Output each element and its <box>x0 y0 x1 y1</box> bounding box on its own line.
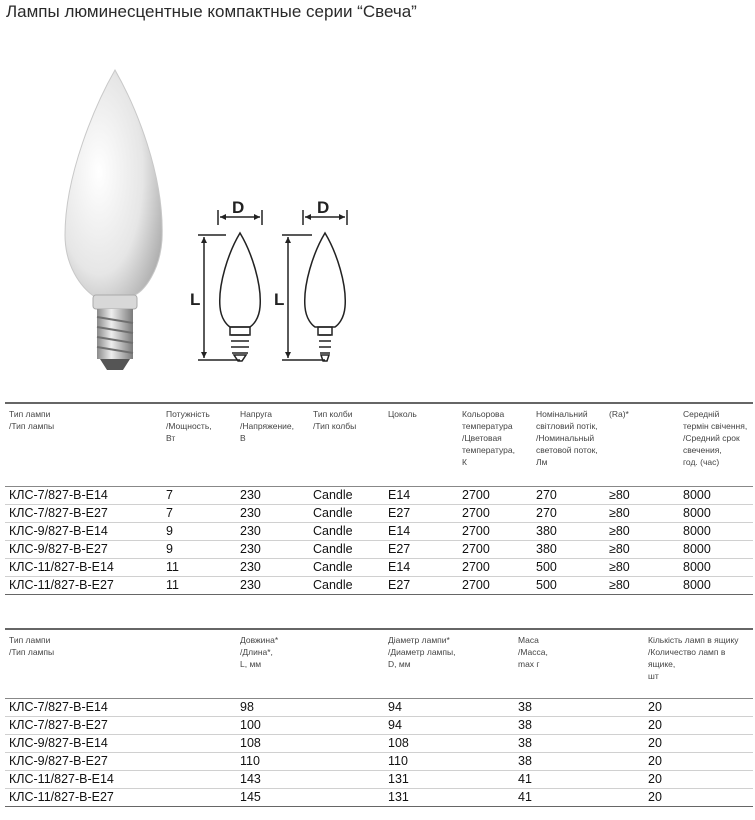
header-text: /Диаметр лампы, <box>388 647 456 657</box>
header-text: /Тип лампы <box>9 647 55 657</box>
table-cell: E27 <box>384 577 458 595</box>
table-cell: КЛС-11/827-В-Е27 <box>5 789 236 807</box>
header-text: max г <box>518 659 540 669</box>
header-text: світловий потік, <box>536 421 598 431</box>
table-cell: КЛС-9/827-В-Е14 <box>5 523 162 541</box>
column-header <box>514 629 644 699</box>
table-cell: 20 <box>644 699 753 717</box>
table-cell: 94 <box>384 699 514 717</box>
table-cell: E27 <box>384 541 458 559</box>
table-cell: КЛС-7/827-В-Е27 <box>5 505 162 523</box>
header-text: год. (час) <box>683 457 720 467</box>
column-header <box>458 403 532 487</box>
header-text: /Тип колбы <box>313 421 357 431</box>
table-cell: 20 <box>644 735 753 753</box>
table-header-row <box>5 403 753 487</box>
table-cell: 38 <box>514 735 644 753</box>
table-cell: 41 <box>514 771 644 789</box>
header-text: /Количество ламп в ящике, <box>648 647 726 669</box>
table-cell: КЛС-7/827-В-Е14 <box>5 699 236 717</box>
table-cell: 8000 <box>679 523 753 541</box>
header-text: температура <box>462 421 513 431</box>
table-row <box>5 699 753 717</box>
header-text: /Цветовая <box>462 433 502 443</box>
header-text: Маса <box>518 635 539 645</box>
table-cell: 8000 <box>679 541 753 559</box>
table-row <box>5 789 753 807</box>
specs-table <box>5 402 753 595</box>
table-cell: 230 <box>236 541 309 559</box>
header-text: /Тип лампы <box>9 421 55 431</box>
table-cell: 2700 <box>458 577 532 595</box>
table-cell: ≥80 <box>605 541 679 559</box>
header-text: (Ra)* <box>609 409 629 419</box>
header-text: /Мощность, <box>166 421 212 431</box>
table-cell: 230 <box>236 523 309 541</box>
table-cell: 20 <box>644 789 753 807</box>
table-cell: КЛС-11/827-В-Е27 <box>5 577 162 595</box>
column-header <box>5 629 236 699</box>
column-header <box>5 403 162 487</box>
table-cell: 8000 <box>679 487 753 505</box>
table-cell: Candle <box>309 505 384 523</box>
d-label: D <box>317 198 330 217</box>
table-cell: Candle <box>309 541 384 559</box>
table-cell: 8000 <box>679 505 753 523</box>
column-header <box>384 629 514 699</box>
table-row <box>5 753 753 771</box>
table-cell: КЛС-9/827-В-Е27 <box>5 541 162 559</box>
table-cell: Candle <box>309 487 384 505</box>
table-cell: КЛС-11/827-В-Е14 <box>5 771 236 789</box>
column-header <box>679 403 753 487</box>
table-row <box>5 523 753 541</box>
table-cell: КЛС-11/827-В-Е14 <box>5 559 162 577</box>
column-header <box>605 403 679 487</box>
header-text: В <box>240 433 246 443</box>
l-label: L <box>274 290 285 309</box>
header-text: К <box>462 457 467 467</box>
table-row <box>5 559 753 577</box>
table-cell: 9 <box>162 523 236 541</box>
table-cell: E14 <box>384 559 458 577</box>
header-text: Кольорова <box>462 409 505 419</box>
table-cell: 11 <box>162 559 236 577</box>
table-cell: 230 <box>236 487 309 505</box>
column-header <box>384 403 458 487</box>
table-cell: 110 <box>384 753 514 771</box>
table-cell: 145 <box>236 789 384 807</box>
header-text: Довжина* <box>240 635 279 645</box>
header-text: Лм <box>536 457 548 467</box>
header-text: Діаметр лампи* <box>388 635 450 645</box>
table-cell: 94 <box>384 717 514 735</box>
header-text: Тип лампи <box>9 409 51 419</box>
table-cell: 2700 <box>458 523 532 541</box>
table-cell: 7 <box>162 505 236 523</box>
header-text: /Напряжение, <box>240 421 295 431</box>
table-cell: 100 <box>236 717 384 735</box>
candle-lamp-photo <box>40 65 190 375</box>
header-text: Номінальний <box>536 409 588 419</box>
column-header <box>309 403 384 487</box>
header-text: Цоколь <box>388 409 417 419</box>
table-cell: Candle <box>309 577 384 595</box>
column-header <box>236 403 309 487</box>
header-text: /Номинальный <box>536 433 595 443</box>
header-text: свечения, <box>683 445 722 455</box>
table-cell: 8000 <box>679 559 753 577</box>
table-cell: 230 <box>236 505 309 523</box>
header-text: D, мм <box>388 659 411 669</box>
table-cell: 20 <box>644 771 753 789</box>
header-text: Кількість ламп в ящику <box>648 635 739 645</box>
table-cell: Candle <box>309 523 384 541</box>
header-text: Тип колби <box>313 409 353 419</box>
table-cell: КЛС-9/827-В-Е27 <box>5 753 236 771</box>
table-cell: 500 <box>532 559 605 577</box>
d-label: D <box>232 198 245 217</box>
table-cell: 110 <box>236 753 384 771</box>
table-cell: 131 <box>384 771 514 789</box>
header-text: /Средний срок <box>683 433 740 443</box>
table-row <box>5 717 753 735</box>
table-cell: 7 <box>162 487 236 505</box>
table-cell: Candle <box>309 559 384 577</box>
table-cell: 143 <box>236 771 384 789</box>
table-cell: КЛС-7/827-В-Е14 <box>5 487 162 505</box>
table-cell: 2700 <box>458 541 532 559</box>
table-cell: 38 <box>514 717 644 735</box>
table-cell: 11 <box>162 577 236 595</box>
table-cell: E14 <box>384 523 458 541</box>
table-cell: 108 <box>236 735 384 753</box>
table-cell: ≥80 <box>605 577 679 595</box>
table-cell: 380 <box>532 523 605 541</box>
table-cell: 38 <box>514 753 644 771</box>
header-text: /Длина*, <box>240 647 273 657</box>
table-cell: 2700 <box>458 505 532 523</box>
header-text: Середній <box>683 409 720 419</box>
header-text: световой поток, <box>536 445 598 455</box>
header-text: Потужність <box>166 409 210 419</box>
table-cell: 230 <box>236 577 309 595</box>
table-row <box>5 771 753 789</box>
header-text: Напруга <box>240 409 272 419</box>
l-label: L <box>190 290 201 309</box>
lamp-dimensions-diagram <box>190 195 370 370</box>
table-cell: 20 <box>644 753 753 771</box>
table-cell: КЛС-9/827-В-Е14 <box>5 735 236 753</box>
table-cell: ≥80 <box>605 523 679 541</box>
header-text: Тип лампи <box>9 635 51 645</box>
header-text: Вт <box>166 433 176 443</box>
table-row <box>5 505 753 523</box>
column-header <box>236 629 384 699</box>
dimensions-table <box>5 628 753 807</box>
table-cell: 98 <box>236 699 384 717</box>
table-cell: КЛС-7/827-В-Е27 <box>5 717 236 735</box>
table-cell: ≥80 <box>605 505 679 523</box>
table-cell: 270 <box>532 505 605 523</box>
header-text: температура, <box>462 445 515 455</box>
table-cell: ≥80 <box>605 559 679 577</box>
column-header <box>532 403 605 487</box>
table-cell: 131 <box>384 789 514 807</box>
table-cell: 108 <box>384 735 514 753</box>
table-cell: 2700 <box>458 487 532 505</box>
page-title: Лампы люминесцентные компактные серии “Свеча” <box>6 2 417 21</box>
table-cell: 41 <box>514 789 644 807</box>
table-cell: 38 <box>514 699 644 717</box>
header-text: термін свічення, <box>683 421 748 431</box>
table-cell: 20 <box>644 717 753 735</box>
table-row <box>5 487 753 505</box>
table-row <box>5 577 753 595</box>
table-cell: 500 <box>532 577 605 595</box>
header-text: шт <box>648 671 659 681</box>
header-text: L, мм <box>240 659 262 669</box>
table-cell: E27 <box>384 505 458 523</box>
table-cell: ≥80 <box>605 487 679 505</box>
header-text: /Масса, <box>518 647 548 657</box>
table-cell: 380 <box>532 541 605 559</box>
table-cell: 9 <box>162 541 236 559</box>
table-header-row <box>5 629 753 699</box>
table-cell: 230 <box>236 559 309 577</box>
table-cell: 2700 <box>458 559 532 577</box>
table-cell: E14 <box>384 487 458 505</box>
table-row <box>5 735 753 753</box>
table-cell: 8000 <box>679 577 753 595</box>
column-header <box>644 629 753 699</box>
table-row <box>5 541 753 559</box>
table-cell: 270 <box>532 487 605 505</box>
column-header <box>162 403 236 487</box>
